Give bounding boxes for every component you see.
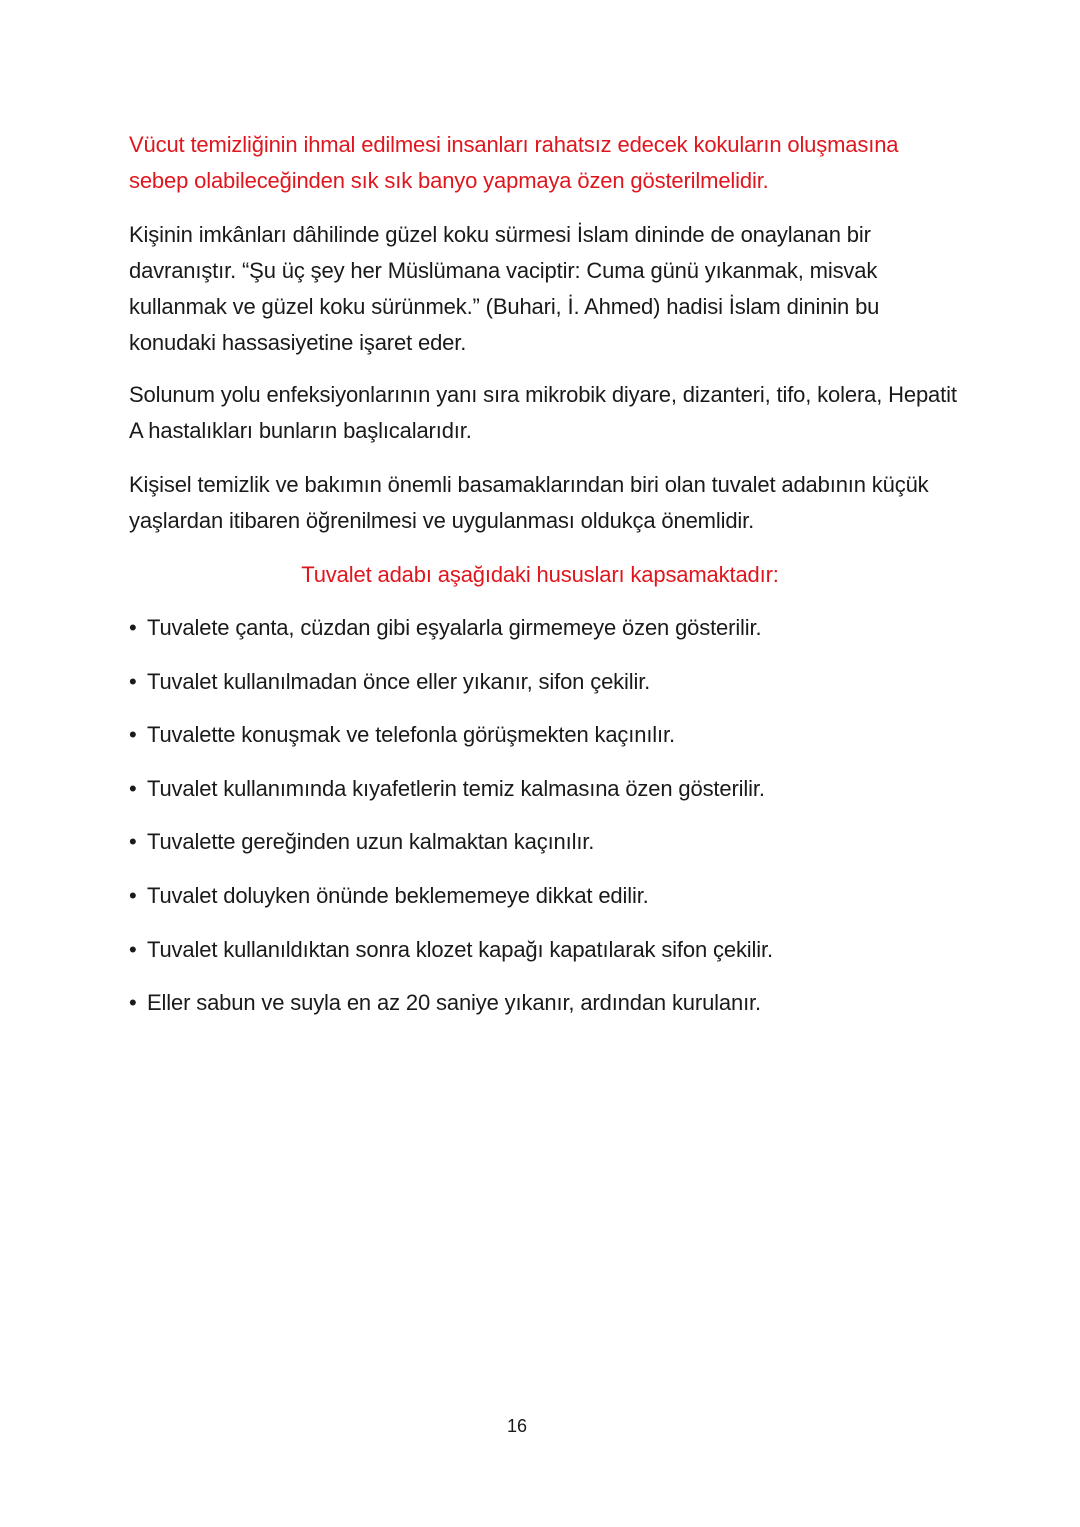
- list-item-text: Tuvalette gereğinden uzun kalmaktan kaçınılır.: [147, 829, 595, 855]
- list-item: [129, 985, 989, 1039]
- bullet-icon: •: [129, 936, 137, 962]
- bullet-icon: •: [129, 882, 137, 908]
- list-item: [129, 717, 989, 771]
- list-item: [129, 610, 989, 664]
- fragrance-hadith-paragraph: Kişinin imkânları dâhilinde güzel koku sürmesi İslam dininde de onaylanan bir davranıştır. “Şu üç şey her Müslümana vaciptir: Cuma günü yıkanmak, misvak kullanmak ve güzel koku sürünmek.” (Buhari, İ. Ahmed) hadisi İslam dininin bu konudaki hassasiyetine işaret eder.: [129, 222, 880, 355]
- bullet-icon: •: [129, 775, 137, 801]
- bullet-icon: •: [129, 668, 137, 694]
- list-item: [129, 771, 989, 825]
- list-item: [129, 824, 989, 878]
- bullet-icon: •: [129, 829, 137, 855]
- list-item: [129, 878, 989, 932]
- list-item-text: Eller sabun ve suyla en az 20 saniye yıkanır, ardından kurulanır.: [147, 990, 761, 1016]
- toilet-etiquette-intro-paragraph: Kişisel temizlik ve bakımın önemli basamaklarından biri olan tuvalet adabının küçük yaşlardan itibaren öğrenilmesi ve uygulanması oldukça önemlidir.: [129, 472, 929, 533]
- list-item-text: Tuvalette konuşmak ve telefonla görüşmekten kaçınılır.: [147, 722, 675, 748]
- list-item-text: Tuvalet kullanıldıktan sonra klozet kapağı kapatılarak sifon çekilir.: [147, 936, 773, 962]
- toilet-etiquette-heading: Tuvalet adabı aşağıdaki hususları kapsamaktadır:: [301, 562, 779, 587]
- list-item: [129, 932, 989, 986]
- list-item-text: Tuvalet doluyken önünde beklememeye dikkat edilir.: [147, 882, 649, 908]
- bullet-icon: •: [129, 990, 137, 1016]
- toilet-etiquette-list: [129, 610, 989, 1039]
- list-item-text: Tuvalet kullanımında kıyafetlerin temiz kalmasına özen gösterilir.: [147, 775, 765, 801]
- page-number: 16: [506, 1416, 528, 1436]
- list-item-text: Tuvalete çanta, cüzdan gibi eşyalarla girmemeye özen gösterilir.: [147, 615, 762, 640]
- body-hygiene-warning-paragraph: Vücut temizliğinin ihmal edilmesi insanları rahatsız edecek kokuların oluşmasına sebep olabileceğinden sık sık banyo yapmaya özen gösterilmelidir.: [129, 132, 899, 193]
- list-item-text: Tuvalet kullanılmadan önce eller yıkanır, sifon çekilir.: [147, 668, 651, 694]
- bullet-icon: •: [129, 615, 137, 640]
- diseases-paragraph: Solunum yolu enfeksiyonlarının yanı sıra mikrobik diyare, dizanteri, tifo, kolera, Hepatit A hastalıkları bunların başlıcalarıdır.: [129, 382, 957, 443]
- list-item: [129, 664, 989, 718]
- bullet-icon: •: [129, 722, 137, 748]
